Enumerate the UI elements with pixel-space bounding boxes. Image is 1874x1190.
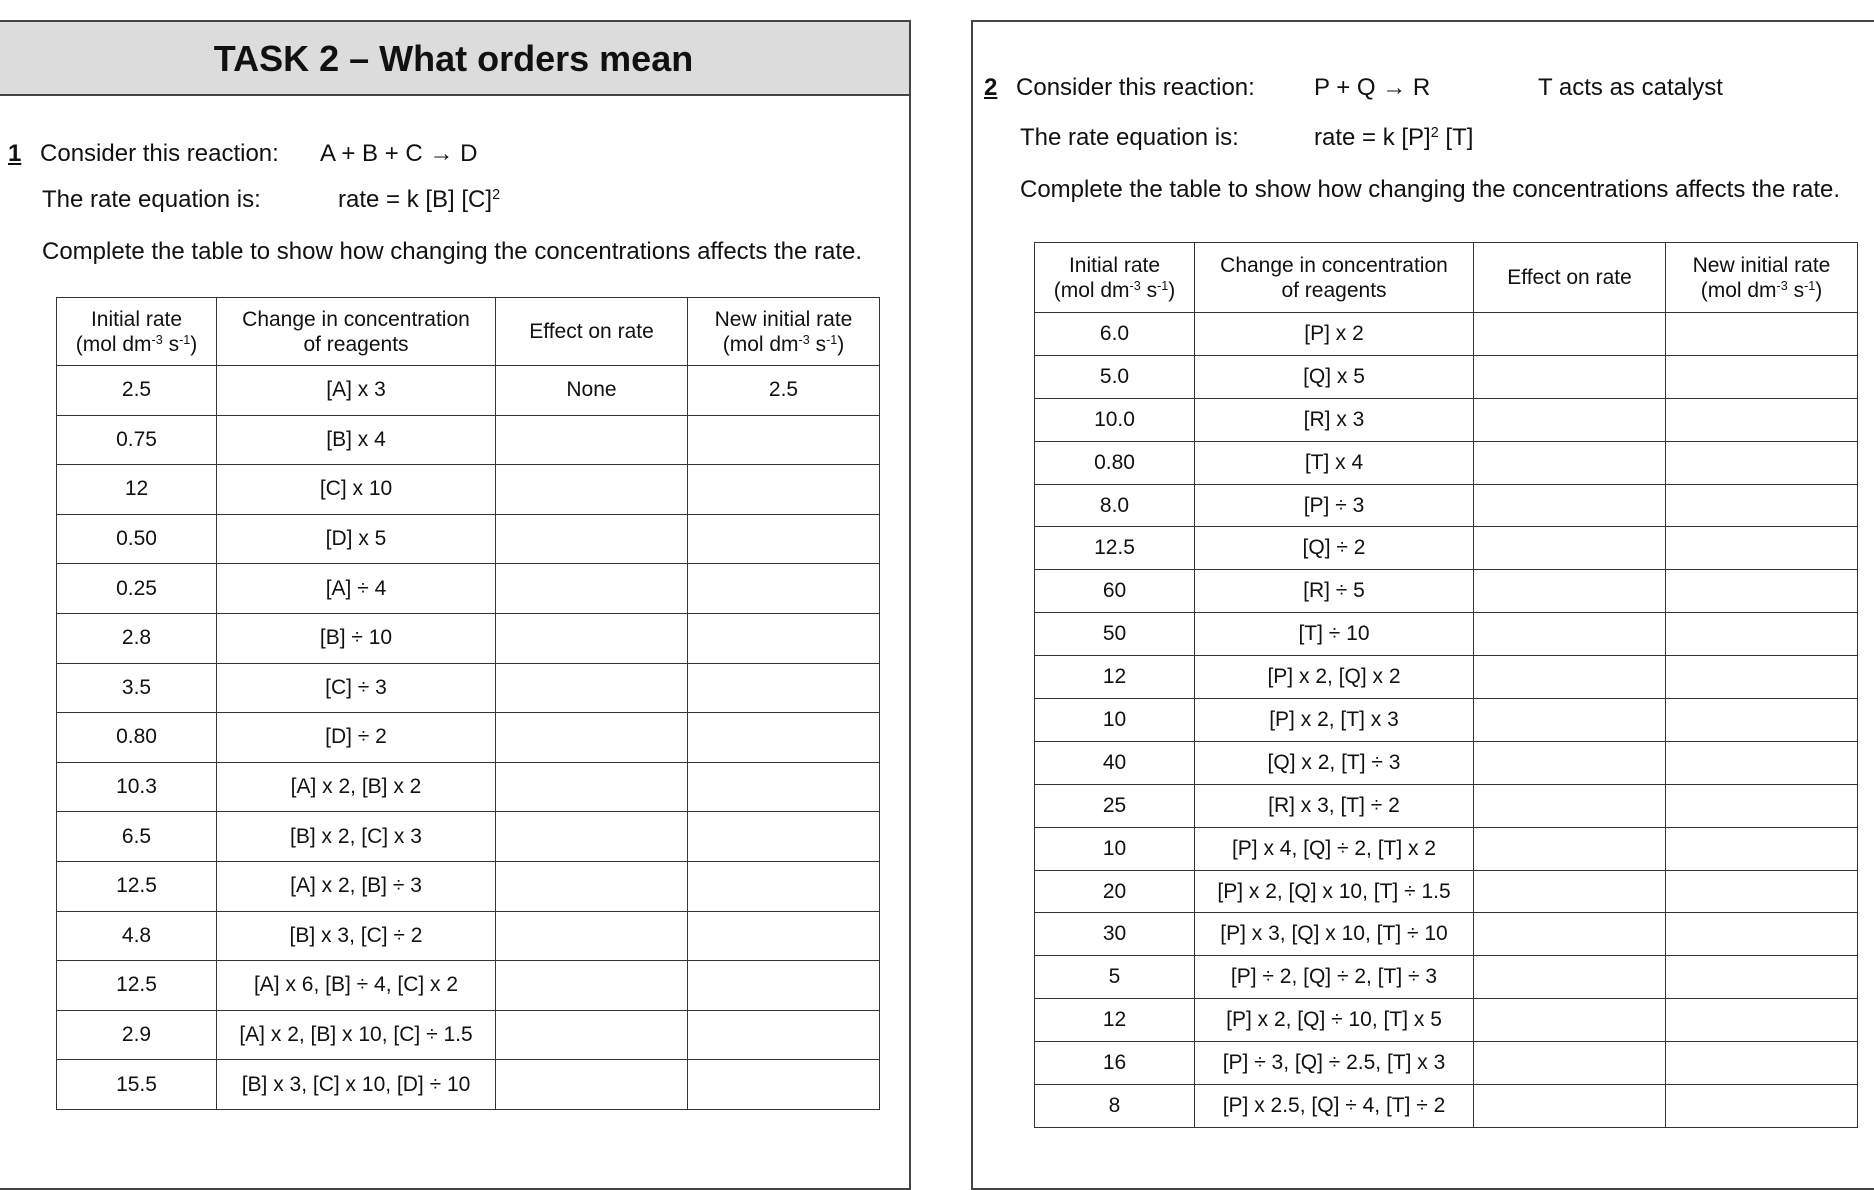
- change-cell: [A] ÷ 4: [217, 564, 496, 614]
- q1-reaction: A + B + C → D: [320, 140, 478, 167]
- new-initial-rate-cell[interactable]: [688, 514, 880, 564]
- initial-rate-cell: 10: [1035, 827, 1195, 870]
- effect-on-rate-cell[interactable]: [1474, 570, 1666, 613]
- units-exp1: -3: [1129, 278, 1141, 293]
- effect-on-rate-cell[interactable]: [1474, 999, 1666, 1042]
- change-cell: [B] x 3, [C] ÷ 2: [217, 911, 496, 961]
- initial-rate-cell: 5: [1035, 956, 1195, 999]
- effect-on-rate-cell[interactable]: [1474, 527, 1666, 570]
- units-pre: (mol dm: [722, 332, 799, 356]
- new-initial-rate-cell[interactable]: [688, 663, 880, 713]
- units-mid: s: [162, 332, 180, 356]
- effect-on-rate-cell[interactable]: [1474, 1085, 1666, 1128]
- table-row: [1035, 398, 1858, 441]
- new-initial-rate-cell[interactable]: [688, 911, 880, 961]
- change-cell: [A] x 2, [B] x 2: [217, 762, 496, 812]
- table-row: [57, 663, 880, 713]
- table-row: [57, 1010, 880, 1060]
- table-row: [57, 366, 880, 416]
- units-exp2: -1: [826, 332, 838, 347]
- effect-on-rate-cell[interactable]: [1474, 613, 1666, 656]
- initial-rate-cell: 4.8: [57, 911, 217, 961]
- header-change-line2: of reagents: [303, 332, 409, 356]
- q1-table: [56, 297, 880, 1110]
- change-cell: [A] x 2, [B] x 10, [C] ÷ 1.5: [217, 1010, 496, 1060]
- effect-on-rate-cell[interactable]: [1474, 355, 1666, 398]
- initial-rate-cell: 12: [1035, 656, 1195, 699]
- table-row: [1035, 956, 1858, 999]
- header-change: [1195, 243, 1474, 313]
- header-units: [1701, 279, 1823, 302]
- new-initial-rate-cell[interactable]: [688, 961, 880, 1011]
- header-new-rate: [1666, 243, 1858, 313]
- units-post: ): [1815, 278, 1823, 302]
- table-row: [57, 713, 880, 763]
- q2-rate-equation-exponent: 2: [1430, 125, 1439, 142]
- effect-on-rate-cell[interactable]: [496, 465, 688, 515]
- task-title: TASK 2 – What orders mean: [0, 20, 911, 96]
- new-initial-rate-cell[interactable]: [688, 713, 880, 763]
- q2-table-body: [1035, 313, 1858, 1128]
- table-row: [1035, 999, 1858, 1042]
- table-row: [1035, 827, 1858, 870]
- table-row: [57, 961, 880, 1011]
- units-exp2: -1: [1157, 278, 1169, 293]
- initial-rate-cell: 0.25: [57, 564, 217, 614]
- new-initial-rate-cell[interactable]: [688, 1060, 880, 1110]
- units-pre: (mol dm: [75, 332, 152, 356]
- table-row: [1035, 1042, 1858, 1085]
- header-new-rate-label: New initial rate: [1692, 253, 1831, 277]
- effect-on-rate-cell[interactable]: [1474, 956, 1666, 999]
- new-initial-rate-cell[interactable]: [1666, 398, 1858, 441]
- header-units: [723, 333, 845, 356]
- table-row: [1035, 570, 1858, 613]
- change-cell: [Q] ÷ 2: [1195, 527, 1474, 570]
- initial-rate-cell: 5.0: [1035, 355, 1195, 398]
- q1-rate-label: The rate equation is:: [42, 186, 261, 213]
- initial-rate-cell: 10.3: [57, 762, 217, 812]
- new-initial-rate-cell[interactable]: [688, 415, 880, 465]
- new-initial-rate-cell[interactable]: [1666, 484, 1858, 527]
- table-row: [57, 762, 880, 812]
- change-cell: [R] ÷ 5: [1195, 570, 1474, 613]
- header-initial-rate: [57, 298, 217, 366]
- table-row: [57, 812, 880, 862]
- initial-rate-cell: 0.80: [57, 713, 217, 763]
- units-exp2: -1: [179, 332, 191, 347]
- header-effect: Effect on rate: [496, 298, 688, 366]
- change-cell: [B] ÷ 10: [217, 613, 496, 663]
- change-cell: [P] ÷ 3: [1195, 484, 1474, 527]
- header-units: [1054, 279, 1176, 302]
- effect-on-rate-cell[interactable]: [1474, 656, 1666, 699]
- initial-rate-cell: 16: [1035, 1042, 1195, 1085]
- initial-rate-cell: 12.5: [57, 861, 217, 911]
- new-initial-rate-cell[interactable]: [1666, 441, 1858, 484]
- effect-on-rate-cell[interactable]: [496, 415, 688, 465]
- table-row: [57, 613, 880, 663]
- effect-on-rate-cell[interactable]: [496, 514, 688, 564]
- change-cell: [D] x 5: [217, 514, 496, 564]
- effect-on-rate-cell[interactable]: [496, 812, 688, 862]
- units-exp2: -1: [1804, 278, 1816, 293]
- initial-rate-cell: 0.50: [57, 514, 217, 564]
- change-cell: [T] x 4: [1195, 441, 1474, 484]
- initial-rate-cell: 0.80: [1035, 441, 1195, 484]
- initial-rate-cell: 10: [1035, 699, 1195, 742]
- effect-on-rate-cell[interactable]: [1474, 313, 1666, 356]
- table-row: [1035, 741, 1858, 784]
- header-initial-rate: [1035, 243, 1195, 313]
- effect-on-rate-cell[interactable]: [1474, 484, 1666, 527]
- q2-reaction-line: [984, 74, 1255, 102]
- change-cell: [P] x 2, [Q] x 10, [T] ÷ 1.5: [1195, 870, 1474, 913]
- effect-on-rate-cell[interactable]: [496, 762, 688, 812]
- effect-on-rate-cell[interactable]: [1474, 870, 1666, 913]
- table-row: [57, 861, 880, 911]
- new-initial-rate-cell[interactable]: [1666, 1042, 1858, 1085]
- q2-reaction: P + Q → R: [1314, 74, 1431, 101]
- initial-rate-cell: 2.8: [57, 613, 217, 663]
- header-new-rate: [688, 298, 880, 366]
- new-initial-rate-cell[interactable]: [1666, 570, 1858, 613]
- table-row: [57, 415, 880, 465]
- initial-rate-cell: 15.5: [57, 1060, 217, 1110]
- units-exp1: -3: [151, 332, 163, 347]
- units-exp1: -3: [798, 332, 810, 347]
- effect-on-rate-cell[interactable]: [496, 663, 688, 713]
- q1-table-header-row: [57, 298, 880, 366]
- change-cell: [P] ÷ 2, [Q] ÷ 2, [T] ÷ 3: [1195, 956, 1474, 999]
- change-cell: [D] ÷ 2: [217, 713, 496, 763]
- header-change-line2: of reagents: [1281, 278, 1387, 302]
- table-row: [57, 514, 880, 564]
- effect-on-rate-cell[interactable]: None: [496, 366, 688, 416]
- effect-on-rate-cell[interactable]: [496, 861, 688, 911]
- change-cell: [B] x 3, [C] x 10, [D] ÷ 10: [217, 1060, 496, 1110]
- table-row: [1035, 1085, 1858, 1128]
- change-cell: [P] x 2, [Q] x 2: [1195, 656, 1474, 699]
- table-row: [1035, 699, 1858, 742]
- new-initial-rate-cell[interactable]: [1666, 656, 1858, 699]
- new-initial-rate-cell[interactable]: [1666, 699, 1858, 742]
- effect-on-rate-cell[interactable]: [496, 1010, 688, 1060]
- table-row: [57, 564, 880, 614]
- change-cell: [A] x 2, [B] ÷ 3: [217, 861, 496, 911]
- table-row: [57, 465, 880, 515]
- initial-rate-cell: 6.0: [1035, 313, 1195, 356]
- change-cell: [P] x 2: [1195, 313, 1474, 356]
- change-cell: [T] ÷ 10: [1195, 613, 1474, 656]
- units-post: ): [190, 332, 198, 356]
- change-cell: [P] x 4, [Q] ÷ 2, [T] x 2: [1195, 827, 1474, 870]
- header-new-rate-label: New initial rate: [714, 307, 853, 331]
- new-initial-rate-cell[interactable]: [1666, 913, 1858, 956]
- initial-rate-cell: 8: [1035, 1085, 1195, 1128]
- table-row: [1035, 441, 1858, 484]
- table-row: [1035, 313, 1858, 356]
- q2-rate-equation: [1314, 124, 1473, 152]
- new-initial-rate-cell[interactable]: [1666, 999, 1858, 1042]
- effect-on-rate-cell[interactable]: [1474, 1042, 1666, 1085]
- effect-on-rate-cell[interactable]: [1474, 827, 1666, 870]
- effect-on-rate-cell[interactable]: [496, 911, 688, 961]
- table-row: [1035, 784, 1858, 827]
- change-cell: [P] x 2, [T] x 3: [1195, 699, 1474, 742]
- initial-rate-cell: 3.5: [57, 663, 217, 713]
- initial-rate-cell: 40: [1035, 741, 1195, 784]
- initial-rate-cell: 12: [1035, 999, 1195, 1042]
- header-initial-rate-label: Initial rate: [1068, 253, 1161, 277]
- initial-rate-cell: 2.5: [57, 366, 217, 416]
- header-change-line1: Change in concentration: [1220, 253, 1448, 277]
- initial-rate-cell: 30: [1035, 913, 1195, 956]
- table-row: [1035, 870, 1858, 913]
- change-cell: [P] x 2.5, [Q] ÷ 4, [T] ÷ 2: [1195, 1085, 1474, 1128]
- new-initial-rate-cell[interactable]: [1666, 1085, 1858, 1128]
- change-cell: [C] ÷ 3: [217, 663, 496, 713]
- header-effect: Effect on rate: [1474, 243, 1666, 313]
- units-post: ): [837, 332, 845, 356]
- initial-rate-cell: 12.5: [1035, 527, 1195, 570]
- q2-rate-equation-post: [T]: [1438, 124, 1474, 151]
- new-initial-rate-cell[interactable]: [688, 762, 880, 812]
- new-initial-rate-cell[interactable]: [1666, 313, 1858, 356]
- new-initial-rate-cell[interactable]: [1666, 956, 1858, 999]
- q2-instruction: Complete the table to show how changing the concentrations affects the rate.: [1020, 176, 1841, 203]
- initial-rate-cell: 12: [57, 465, 217, 515]
- units-pre: (mol dm: [1700, 278, 1777, 302]
- header-change: [217, 298, 496, 366]
- effect-on-rate-cell[interactable]: [1474, 784, 1666, 827]
- table-row: [1035, 355, 1858, 398]
- change-cell: [R] x 3, [T] ÷ 2: [1195, 784, 1474, 827]
- q1-rate-equation-main: rate = k [B] [C]: [338, 186, 493, 213]
- q1-number: 1: [8, 140, 22, 167]
- q2-intro: Consider this reaction:: [1016, 74, 1255, 101]
- change-cell: [B] x 4: [217, 415, 496, 465]
- table-row: [1035, 656, 1858, 699]
- new-initial-rate-cell[interactable]: [1666, 613, 1858, 656]
- initial-rate-cell: 0.75: [57, 415, 217, 465]
- header-initial-rate-label: Initial rate: [90, 307, 183, 331]
- new-initial-rate-cell[interactable]: [1666, 741, 1858, 784]
- change-cell: [P] ÷ 3, [Q] ÷ 2.5, [T] x 3: [1195, 1042, 1474, 1085]
- initial-rate-cell: 8.0: [1035, 484, 1195, 527]
- new-initial-rate-cell[interactable]: [1666, 870, 1858, 913]
- initial-rate-cell: 50: [1035, 613, 1195, 656]
- q1-rate-equation-exponent: 2: [492, 187, 501, 204]
- units-mid: s: [809, 332, 827, 356]
- new-initial-rate-cell[interactable]: [1666, 355, 1858, 398]
- header-change-line1: Change in concentration: [242, 307, 470, 331]
- change-cell: [P] x 2, [Q] ÷ 10, [T] x 5: [1195, 999, 1474, 1042]
- new-initial-rate-cell[interactable]: [688, 613, 880, 663]
- q2-rate-label: The rate equation is:: [1020, 124, 1239, 151]
- effect-on-rate-cell[interactable]: [1474, 699, 1666, 742]
- new-initial-rate-cell[interactable]: [1666, 827, 1858, 870]
- change-cell: [R] x 3: [1195, 398, 1474, 441]
- new-initial-rate-cell[interactable]: [688, 1010, 880, 1060]
- new-initial-rate-cell[interactable]: [688, 465, 880, 515]
- q2-table: [1034, 242, 1858, 1128]
- table-row: [1035, 484, 1858, 527]
- new-initial-rate-cell[interactable]: [1666, 527, 1858, 570]
- change-cell: [B] x 2, [C] x 3: [217, 812, 496, 862]
- initial-rate-cell: 12.5: [57, 961, 217, 1011]
- table-row: [57, 911, 880, 961]
- table-row: [1035, 913, 1858, 956]
- effect-on-rate-cell[interactable]: [496, 564, 688, 614]
- q2-catalyst: T acts as catalyst: [1538, 74, 1723, 101]
- header-units: [76, 333, 198, 356]
- initial-rate-cell: 6.5: [57, 812, 217, 862]
- initial-rate-cell: 20: [1035, 870, 1195, 913]
- table-row: [1035, 613, 1858, 656]
- effect-on-rate-cell[interactable]: [1474, 913, 1666, 956]
- units-mid: s: [1787, 278, 1805, 302]
- new-initial-rate-cell[interactable]: 2.5: [688, 366, 880, 416]
- units-mid: s: [1140, 278, 1158, 302]
- initial-rate-cell: 2.9: [57, 1010, 217, 1060]
- effect-on-rate-cell[interactable]: [1474, 741, 1666, 784]
- units-pre: (mol dm: [1053, 278, 1130, 302]
- new-initial-rate-cell[interactable]: [1666, 784, 1858, 827]
- change-cell: [A] x 6, [B] ÷ 4, [C] x 2: [217, 961, 496, 1011]
- q1-reaction-line: [8, 140, 279, 168]
- effect-on-rate-cell[interactable]: [496, 713, 688, 763]
- initial-rate-cell: 25: [1035, 784, 1195, 827]
- q1-instruction: Complete the table to show how changing the concentrations affects the rate.: [42, 238, 863, 265]
- units-post: ): [1168, 278, 1176, 302]
- q1-intro: Consider this reaction:: [40, 140, 279, 167]
- initial-rate-cell: 10.0: [1035, 398, 1195, 441]
- new-initial-rate-cell[interactable]: [688, 861, 880, 911]
- change-cell: [Q] x 5: [1195, 355, 1474, 398]
- change-cell: [Q] x 2, [T] ÷ 3: [1195, 741, 1474, 784]
- change-cell: [P] x 3, [Q] x 10, [T] ÷ 10: [1195, 913, 1474, 956]
- q2-number: 2: [984, 74, 998, 101]
- q2-rate-equation-pre: rate = k [P]: [1314, 124, 1431, 151]
- table-row: [1035, 527, 1858, 570]
- q1-rate-equation: [338, 186, 500, 214]
- initial-rate-cell: 60: [1035, 570, 1195, 613]
- effect-on-rate-cell[interactable]: [496, 961, 688, 1011]
- q2-table-header-row: [1035, 243, 1858, 313]
- change-cell: [A] x 3: [217, 366, 496, 416]
- effect-on-rate-cell[interactable]: [496, 1060, 688, 1110]
- q1-table-body: [57, 366, 880, 1110]
- change-cell: [C] x 10: [217, 465, 496, 515]
- effect-on-rate-cell[interactable]: [496, 613, 688, 663]
- effect-on-rate-cell[interactable]: [1474, 398, 1666, 441]
- table-row: [57, 1060, 880, 1110]
- new-initial-rate-cell[interactable]: [688, 812, 880, 862]
- effect-on-rate-cell[interactable]: [1474, 441, 1666, 484]
- new-initial-rate-cell[interactable]: [688, 564, 880, 614]
- units-exp1: -3: [1776, 278, 1788, 293]
